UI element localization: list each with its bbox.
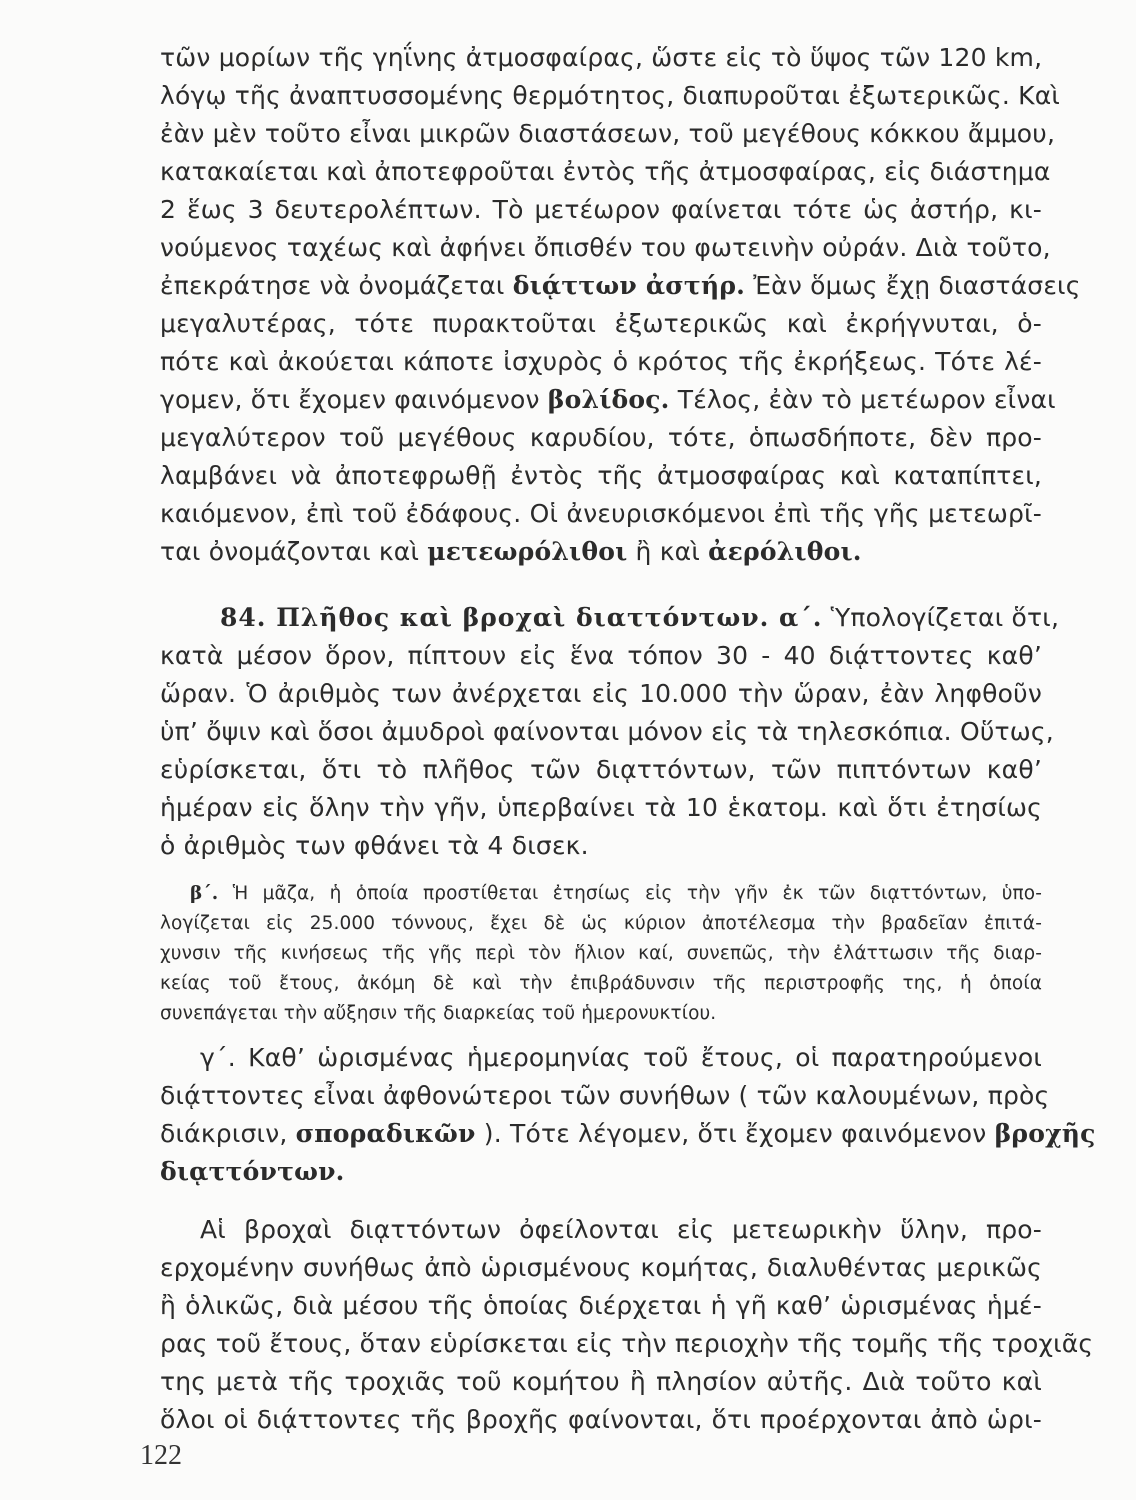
text-line: νούμενος ταχέως καὶ ἀφήνει ὄπισθέν του φωτεινὴν οὐράν. Διὰ τοῦτο,	[160, 233, 1051, 262]
section-heading: 84. Πλῆθος καὶ βροχαὶ διαττόντων. α΄.	[220, 603, 823, 632]
page-number: 122	[140, 1440, 182, 1471]
text-line	[160, 382, 1056, 418]
text-line: ὁ ἀριθμὸς των φθάνει τὰ 4 δισεκ.	[160, 831, 589, 860]
text-line: λαμβάνει νὰ ἀποτεφρωθῇ ἐντὸς τῆς ἀτμοσφαίρας καὶ καταπίπτει,	[160, 461, 1042, 490]
bold-term: βροχῆς	[994, 1119, 1096, 1148]
line-text: γ΄. Καθ’ ὡρισμένας ἡμερομηνίας τοῦ ἔτους, οἱ παρατηρούμενοι	[200, 1043, 1042, 1072]
line-text: γομεν, ὅτι ἔχομεν φαινόμενον	[160, 385, 548, 414]
text-line	[160, 1116, 1096, 1152]
text-line	[160, 534, 1042, 570]
text-line: λόγῳ τῆς ἀναπτυσσομένης θερμότητος, διαπυροῦται ἐξωτερικῶς. Καὶ	[160, 81, 1061, 110]
line-text: Αἱ βροχαὶ διᾳττόντων ὀφείλονται εἰς μετεωρικὴν ὕλην, προ-	[200, 1215, 1042, 1244]
text-line: ρας τοῦ ἔτους, ὅταν εὑρίσκεται εἰς τὴν περιοχὴν τῆς τομῆς τῆς τροχιᾶς	[160, 1329, 1094, 1358]
line-text: Τέλος, ἐὰν τὸ μετέωρον εἶναι	[669, 385, 1056, 414]
note-line: λογίζεται εἰς 25.000 τόννους, ἔχει δὲ ὡς κύριον ἀποτέλεσμα τὴν βραδεῖαν ἐπιτά-	[160, 913, 1042, 934]
text-line: τῶν μορίων τῆς γηΐνης ἀτμοσφαίρας, ὥστε εἰς τὸ ὕψος τῶν 120 km,	[160, 43, 1043, 72]
text-line: ἡμέραν εἰς ὅλην τὴν γῆν, ὑπερβαίνει τὰ 10 ἑκατομ. καὶ ὅτι ἐτησίως	[160, 793, 1042, 822]
text-line: 2 ἕως 3 δευτερολέπτων. Τὸ μετέωρον φαίνεται τότε ὡς ἀστήρ, κι-	[160, 195, 1042, 224]
line-text: ἢ καὶ	[627, 537, 709, 566]
text-line	[160, 1154, 1042, 1190]
text-line: πότε καὶ ἀκούεται κάποτε ἰσχυρὸς ὁ κρότος τῆς ἐκρήξεως. Τότε λέ-	[160, 347, 1042, 376]
line-text: ται ὀνομάζονται καὶ	[160, 537, 428, 566]
text-line: εὑρίσκεται, ὅτι τὸ πλῆθος τῶν διᾳττόντων, τῶν πιπτόντων καθ’	[160, 755, 1042, 784]
note-line: συνεπάγεται τὴν αὔξησιν τῆς διαρκείας τοῦ ἡμερονυκτίου.	[160, 1003, 717, 1024]
note-line: κείας τοῦ ἔτους, ἀκόμη δὲ καὶ τὴν ἐπιβράδυνσιν τῆς περιστροφῆς της, ἡ ὁποία	[160, 973, 1042, 994]
line-text: Ἡ μᾶζα, ἡ ὁποία προστίθεται ἐτησίως εἰς τὴν γῆν ἐκ τῶν διᾳττόντων, ὑπο-	[218, 883, 1042, 904]
text-line: ἢ ὁλικῶς, διὰ μέσου τῆς ὁποίας διέρχεται ἡ γῆ καθ’ ὡρισμένας ἡμέ-	[160, 1291, 1042, 1320]
line-text: Ὑπολογίζεται ὅτι,	[822, 603, 1060, 632]
text-line	[160, 1212, 1042, 1248]
page-body	[160, 0, 1096, 1500]
text-line: ὅλοι οἱ διᾴττοντες τῆς βροχῆς φαίνονται, ὅτι προέρχονται ἀπὸ ὡρι-	[160, 1405, 1042, 1434]
bold-term: διᾳττόντων.	[160, 1157, 345, 1186]
text-line: διᾴττοντες εἶναι ἀφθονώτεροι τῶν συνήθων ( τῶν καλουμένων, πρὸς	[160, 1081, 1050, 1110]
text-line: ἐὰν μὲν τοῦτο εἶναι μικρῶν διαστάσεων, τοῦ μεγέθους κόκκου ἄμμου,	[160, 119, 1056, 148]
text-line: ερχομένην συνήθως ἀπὸ ὡρισμένους κομήτας, διαλυθέντας μερικῶς	[160, 1253, 1042, 1282]
text-line: μεγαλυτέρας, τότε πυρακτοῦται ἐξωτερικῶς καὶ ἐκρήγνυται, ὁ-	[160, 309, 1042, 338]
section-heading-line	[160, 600, 1060, 636]
bold-term: βολίδος.	[547, 385, 670, 414]
text-line: καιόμενον, ἐπὶ τοῦ ἐδάφους. Οἱ ἀνευρισκόμενοι ἐπὶ τῆς γῆς μετεωρῖ-	[160, 499, 1042, 528]
text-line: μεγαλύτερον τοῦ μεγέθους καρυδίου, τότε, ὁπωσδήποτε, δὲν προ-	[160, 423, 1042, 452]
text-line: ὥραν. Ὁ ἀριθμὸς των ἀνέρχεται εἰς 10.000 τὴν ὥραν, ἐὰν ληφθοῦν	[160, 679, 1042, 708]
line-text: διάκρισιν,	[160, 1119, 296, 1148]
line-text: Ἐὰν ὅμως ἔχῃ διαστάσεις	[745, 271, 1081, 300]
note-line: χυνσιν τῆς κινήσεως τῆς γῆς περὶ τὸν ἥλιον καί, συνεπῶς, τὴν ἐλάττωσιν τῆς διαρ-	[160, 943, 1042, 964]
text-line	[160, 268, 1081, 304]
text-line	[160, 1040, 1042, 1076]
line-text: ). Τότε λέγομεν, ὅτι ἔχομεν φαινόμενον	[475, 1119, 995, 1148]
bold-term: ἀερόλιθοι.	[708, 537, 862, 566]
bold-term: σποραδικῶν	[295, 1119, 476, 1148]
text-line: της μετὰ τῆς τροχιᾶς τοῦ κομήτου ἢ πλησίον αὐτῆς. Διὰ τοῦτο καὶ	[160, 1367, 1042, 1396]
note-line	[160, 880, 1042, 908]
text-line: κατὰ μέσον ὅρον, πίπτουν εἰς ἕνα τόπον 30 - 40 διᾴττοντες καθ’	[160, 641, 1042, 670]
text-line: κατακαίεται καὶ ἀποτεφροῦται ἐντὸς τῆς ἀτμοσφαίρας, εἰς διάστημα	[160, 157, 1051, 186]
bold-term: μετεωρόλιθοι	[427, 537, 628, 566]
note-label: β΄.	[190, 883, 219, 904]
line-text: ἐπεκράτησε νὰ ὀνομάζεται	[160, 271, 513, 300]
text-line: ὑπ’ ὄψιν καὶ ὅσοι ἀμυδροὶ φαίνονται μόνον εἰς τὰ τηλεσκόπια. Οὕτως,	[160, 717, 1054, 746]
bold-term: διᾴττων ἀστήρ.	[512, 271, 746, 300]
